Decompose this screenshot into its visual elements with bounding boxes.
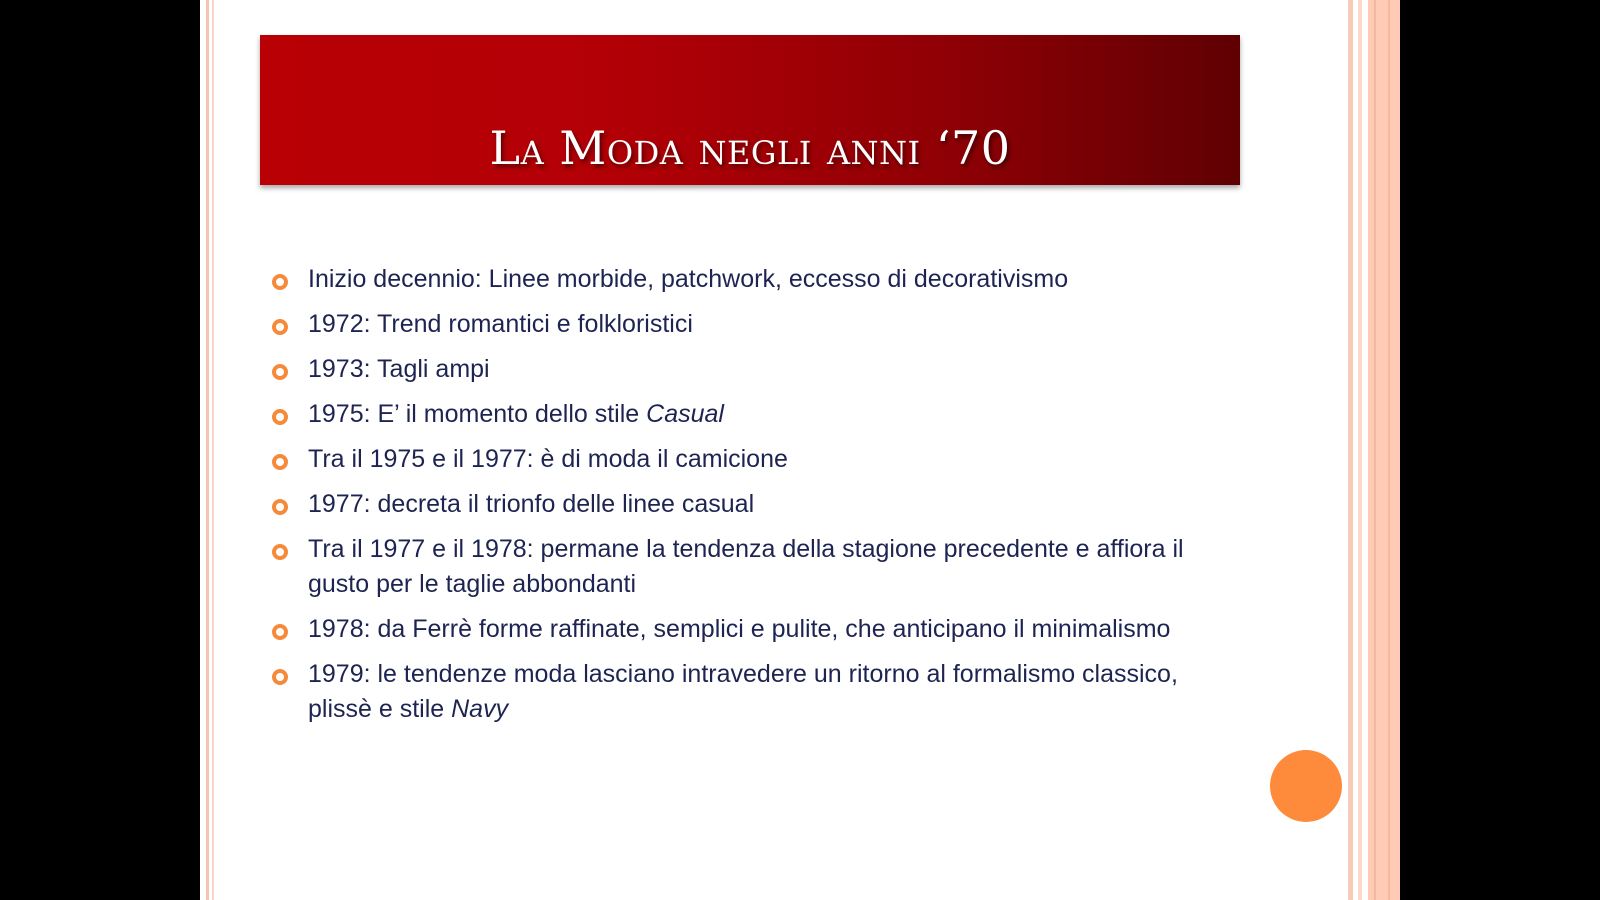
right-border-stripe [1358, 0, 1362, 900]
bullet-item [270, 397, 1190, 432]
bullet-text: Inizio decennio: Linee morbide, patchwork, eccesso di decorativismo [308, 265, 1069, 293]
bullet-text-italic: Navy [451, 695, 509, 723]
ring-bullet-icon [272, 624, 288, 640]
bullet-text: Tra il 1975 e il 1977: è di moda il camicione [308, 445, 788, 473]
slide [200, 0, 1400, 900]
bullet-text: 1972: Trend romantici e folkloristici [308, 310, 693, 338]
ring-bullet-icon [272, 319, 288, 335]
left-border-stripe [206, 0, 209, 900]
left-border-stripe-inner [212, 0, 214, 900]
right-border-band [1368, 0, 1400, 900]
bullet-item [270, 532, 1190, 602]
bullet-item [270, 657, 1190, 727]
ring-bullet-icon [272, 454, 288, 470]
slide-title: La Moda negli anni ‘70 [489, 121, 1011, 175]
right-border-line [1374, 0, 1376, 900]
bullet-item [270, 307, 1190, 342]
bullet-text: 1973: Tagli ampi [308, 355, 490, 383]
bullet-list [270, 262, 1190, 737]
bullet-item [270, 262, 1190, 297]
bullet-item [270, 352, 1190, 387]
ring-bullet-icon [272, 544, 288, 560]
bullet-text: Tra il 1977 e il 1978: permane la tendenza della stagione precedente e affiora il gusto per le taglie abbondanti [308, 535, 1184, 598]
ring-bullet-icon [272, 499, 288, 515]
right-border-line [1388, 0, 1390, 900]
ring-bullet-icon [272, 409, 288, 425]
bullet-item [270, 612, 1190, 647]
bullet-text: 1978: da Ferrè forme raffinate, semplici e pulite, che anticipano il minimalismo [308, 615, 1171, 643]
ring-bullet-icon [272, 274, 288, 290]
orange-circle [1270, 750, 1342, 822]
title-bar [260, 35, 1240, 185]
right-border-stripe [1348, 0, 1353, 900]
bullet-text: 1975: E’ il momento dello stile [308, 400, 647, 428]
ring-bullet-icon [272, 364, 288, 380]
bullet-item [270, 487, 1190, 522]
bullet-item [270, 442, 1190, 477]
bullet-text: 1977: decreta il trionfo delle linee casual [308, 490, 755, 518]
bullet-text-italic: Casual [646, 400, 724, 428]
bullet-text: 1979: le tendenze moda lasciano intravedere un ritorno al formalismo classico, plissè e stile [308, 660, 1178, 723]
ring-bullet-icon [272, 669, 288, 685]
